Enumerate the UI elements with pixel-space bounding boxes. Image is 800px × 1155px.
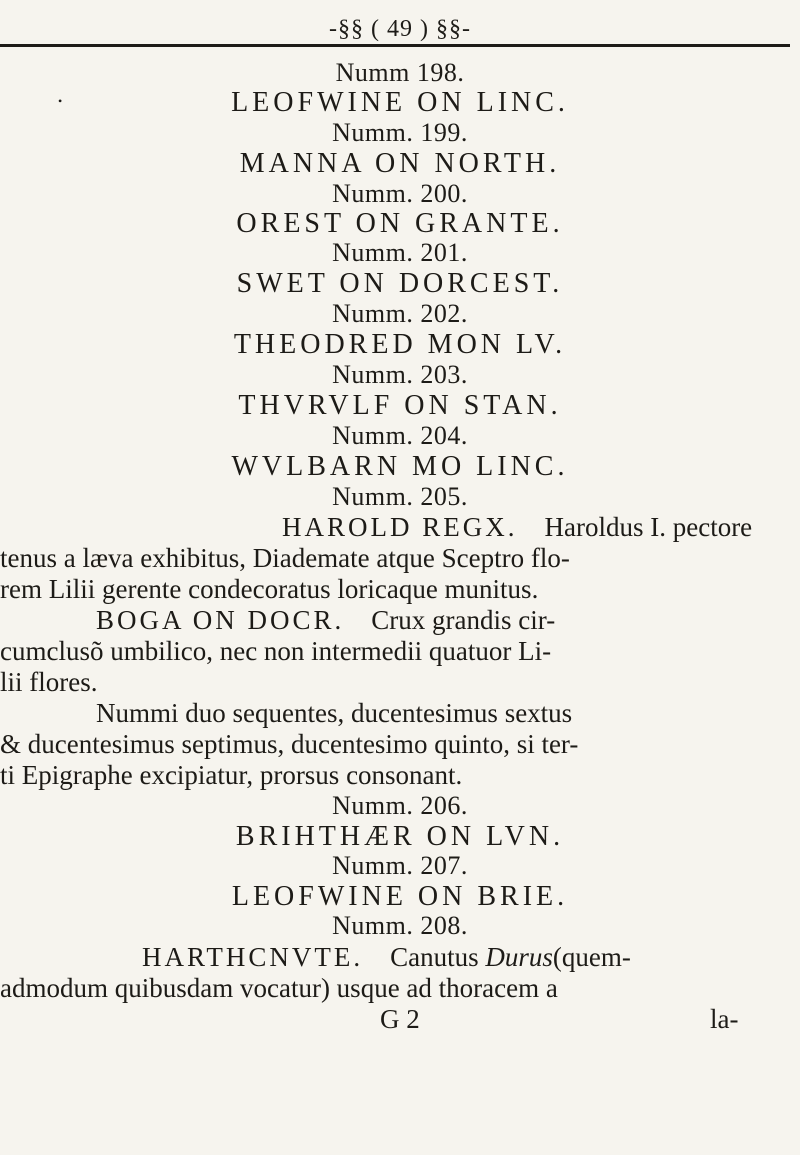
boga-line-3: lii flores.	[0, 667, 98, 697]
numm-206: Numm. 206.	[332, 791, 468, 820]
numm-203: Numm. 203.	[332, 360, 468, 389]
numm-205: Numm. 205.	[332, 482, 468, 511]
legend-207: LEOFWINE ON BRIE.	[231, 881, 569, 912]
harold-line-2: tenus a læva exhibitus, Diademate atque Sceptro flo-	[0, 543, 570, 573]
legend-201: SWET ON DORCEST.	[236, 268, 564, 299]
legend-204: WVLBARN MO LINC.	[231, 451, 569, 482]
legend-206: BRIHTHÆR ON LVN.	[235, 821, 565, 852]
boga-line-2: cumclusõ umbilico, nec non intermedii quatuor Li-	[0, 636, 552, 666]
boga-desc-start: Crux grandis cir-	[371, 605, 556, 635]
harthcnvte-desc-a: Canutus	[390, 942, 479, 972]
running-head: -§§ ( 49 ) §§-	[329, 16, 471, 42]
harold-legend: HAROLD REGX.	[282, 512, 518, 542]
legend-199: MANNA ON NORTH.	[239, 148, 561, 179]
harthcnvte-line-2: admodum quibusdam vocatur) usque ad thoracem a	[0, 973, 558, 1003]
numm-200: Numm. 200.	[332, 179, 468, 208]
numm-199: Numm. 199.	[332, 118, 468, 147]
numm-201: Numm. 201.	[332, 238, 468, 267]
boga-line-1	[96, 607, 555, 634]
harthcnvte-desc-italic: Durus	[485, 942, 553, 972]
legend-200: OREST ON GRANTE.	[236, 208, 564, 239]
boga-legend: BOGA ON DOCR.	[96, 605, 345, 635]
harold-line-3: rem Lilii gerente condecoratus loricaque munitus.	[0, 574, 539, 604]
signature-mark: G 2	[380, 1004, 420, 1034]
harthcnvte-line-1	[142, 944, 631, 971]
harthcnvte-desc-b: (quem-	[552, 942, 631, 972]
harthcnvte-legend: HARTHCNVTE.	[142, 942, 364, 972]
harold-desc-start: Haroldus I. pectore	[544, 512, 753, 542]
ink-speck: •	[58, 94, 63, 108]
legend-198: LEOFWINE ON LINC.	[231, 87, 569, 118]
numm-202: Numm. 202.	[332, 299, 468, 328]
catchword: la-	[710, 1004, 739, 1034]
numm-208: Numm. 208.	[332, 911, 468, 940]
header-rule	[0, 44, 790, 47]
note-line-1: Nummi duo sequentes, ducentesimus sextus	[96, 698, 573, 728]
note-line-2: & ducentesimus septimus, ducentesimo quinto, si ter-	[0, 729, 579, 759]
legend-202: THEODRED MON LV.	[233, 329, 567, 360]
harold-line-1	[282, 514, 752, 541]
numm-204: Numm. 204.	[332, 421, 468, 450]
numm-207: Numm. 207.	[332, 851, 468, 880]
note-line-3: ti Epigraphe excipiatur, prorsus consonant.	[0, 760, 463, 790]
legend-203: THVRVLF ON STAN.	[238, 390, 562, 421]
numm-198: Numm 198.	[335, 58, 465, 87]
